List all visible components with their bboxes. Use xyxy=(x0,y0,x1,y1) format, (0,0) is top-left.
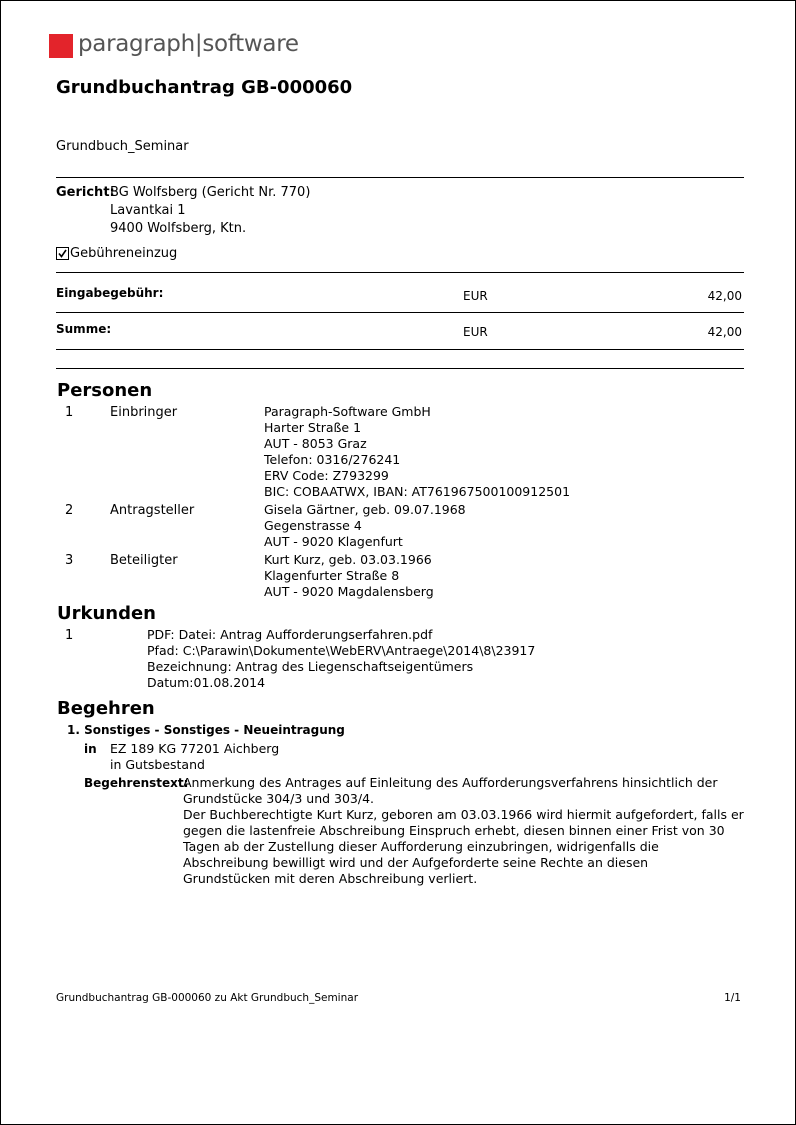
person-detail-line: AUT - 9020 Magdalensberg xyxy=(264,584,434,599)
divider xyxy=(56,177,744,178)
footer-text: Grundbuchantrag GB-000060 zu Akt Grundbuch_Seminar xyxy=(56,992,359,1004)
person-number: 1 xyxy=(65,405,74,420)
person-detail-line: Harter Straße 1 xyxy=(264,420,362,435)
person-role: Beteiligter xyxy=(110,553,178,568)
person-details xyxy=(264,502,466,550)
request-in-label: in xyxy=(84,742,97,756)
request-text xyxy=(183,775,744,887)
request-text-line: Abschreibung bewilligt wird und der Aufgeforderte seine Rechte an diesen xyxy=(183,855,649,870)
person-role: Antragsteller xyxy=(110,503,195,518)
person-detail-line: Gegenstrasse 4 xyxy=(264,518,362,533)
person-detail-line: Gisela Gärtner, geb. 09.07.1968 xyxy=(264,502,466,517)
person-detail-line: Kurt Kurz, geb. 03.03.1966 xyxy=(264,552,432,567)
fee-collection-checkbox xyxy=(56,247,69,260)
person-detail-line: ERV Code: Z793299 xyxy=(264,468,389,483)
request-text-line: Grundstücke 304/3 und 303/4. xyxy=(183,791,375,806)
checkmark-icon xyxy=(58,249,67,258)
request-title: 1. Sonstiges - Sonstiges - Neueintragung xyxy=(67,723,345,737)
document-title: Grundbuchantrag GB-000060 xyxy=(56,77,353,98)
person-detail-line: Klagenfurter Straße 8 xyxy=(264,568,400,583)
brand-logo-icon xyxy=(49,34,73,58)
sum-amount: 42,00 xyxy=(707,325,742,339)
request-text-line: Anmerkung des Antrages auf Einleitung des Aufforderungsverfahrens hinsichtlich der xyxy=(183,775,718,790)
person-detail-line: AUT - 9020 Klagenfurt xyxy=(264,534,403,549)
court-line: BG Wolfsberg (Gericht Nr. 770) xyxy=(110,185,311,200)
request-text-line: Der Buchberechtigte Kurt Kurz, geboren am 03.03.1966 wird hiermit aufgefordert, falls er xyxy=(183,807,744,822)
person-detail-line: AUT - 8053 Graz xyxy=(264,436,367,451)
court-label: Gericht: xyxy=(56,185,115,200)
divider xyxy=(56,312,744,313)
person-role: Einbringer xyxy=(110,405,178,420)
court-line: Lavantkai 1 xyxy=(110,203,186,218)
divider xyxy=(56,368,744,369)
document-detail-line: Bezeichnung: Antrag des Liegenschaftseigentümers xyxy=(147,659,474,674)
person-details xyxy=(264,552,434,600)
document-number: 1 xyxy=(65,628,74,643)
document-details xyxy=(147,627,535,691)
request-text-label: Begehrenstext: xyxy=(84,776,189,790)
persons-heading: Personen xyxy=(57,380,153,401)
sum-currency: EUR xyxy=(463,325,488,339)
fee-label: Eingabegebühr: xyxy=(56,286,164,300)
request-text-line: Tagen ab der Zustellung dieser Aufforderung einzubringen, widrigenfalls die xyxy=(183,839,659,854)
request-in-line: in Gutsbestand xyxy=(110,757,205,772)
person-details xyxy=(264,404,570,500)
requests-heading: Begehren xyxy=(57,698,155,719)
divider xyxy=(56,349,744,350)
person-detail-line: Telefon: 0316/276241 xyxy=(264,452,401,467)
person-number: 3 xyxy=(65,553,74,568)
document-detail-line: Pfad: C:\Parawin\Dokumente\WebERV\Antraege\2014\8\23917 xyxy=(147,643,536,658)
sum-label: Summe: xyxy=(56,322,112,336)
request-text-line: Grundstücken mit deren Abschreibung verliert. xyxy=(183,871,478,886)
request-in-details xyxy=(110,741,279,773)
request-text-line: gegen die lastenfreie Abschreibung Einspruch erhebt, diesen binnen einer Frist von 30 xyxy=(183,823,725,838)
document-detail-line: Datum:01.08.2014 xyxy=(147,675,266,690)
person-number: 2 xyxy=(65,503,74,518)
person-detail-line: BIC: COBAATWX, IBAN: AT761967500100912501 xyxy=(264,484,571,499)
fee-amount: 42,00 xyxy=(707,289,742,303)
fee-collection-label: Gebühreneinzug xyxy=(70,246,178,261)
person-detail-line: Paragraph-Software GmbH xyxy=(264,404,431,419)
fee-currency: EUR xyxy=(463,289,488,303)
request-in-line: EZ 189 KG 77201 Aichberg xyxy=(110,741,280,756)
documents-heading: Urkunden xyxy=(57,603,156,624)
divider xyxy=(56,272,744,273)
document-detail-line: PDF: Datei: Antrag Aufforderungserfahren.pdf xyxy=(147,627,433,642)
document-subtitle: Grundbuch_Seminar xyxy=(56,139,189,154)
brand-name: paragraph|software xyxy=(78,31,299,57)
page-number: 1/1 xyxy=(724,992,741,1004)
court-line: 9400 Wolfsberg, Ktn. xyxy=(110,221,247,236)
